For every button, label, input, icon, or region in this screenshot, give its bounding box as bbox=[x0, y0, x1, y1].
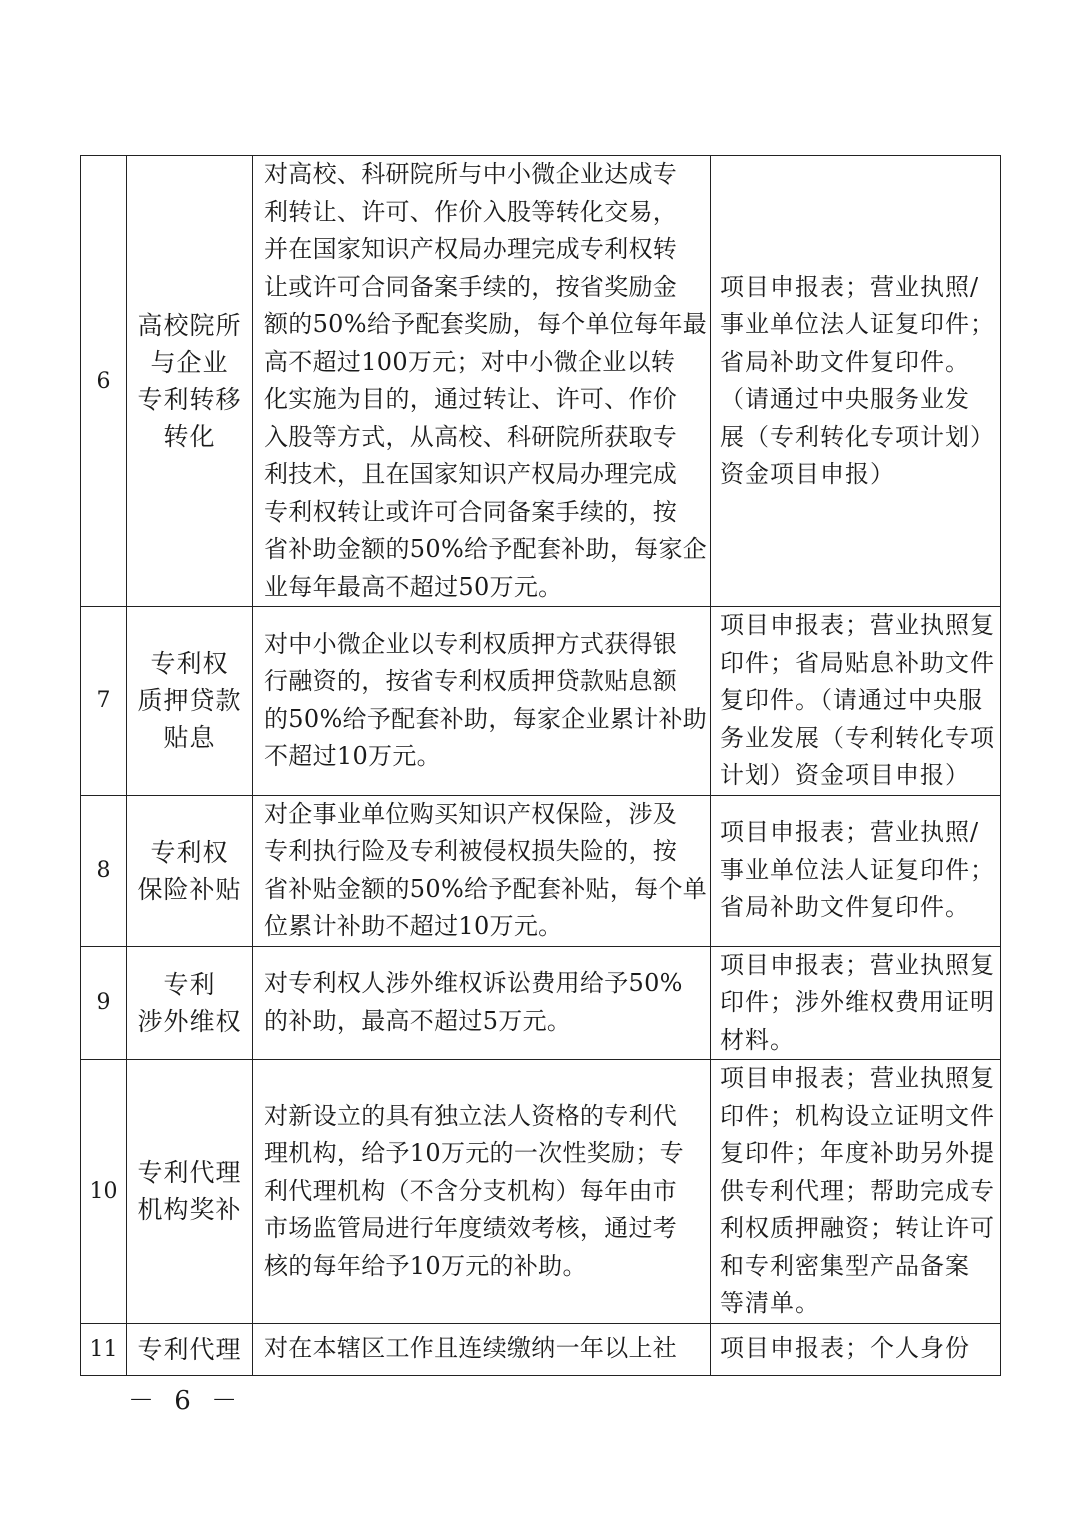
item-name bbox=[127, 607, 253, 796]
policy-description-line: 专利权转让或许可合同备案手续的，按 bbox=[264, 497, 678, 526]
row-number: 11 bbox=[81, 1323, 127, 1375]
required-documents-line: 印件；省局贴息补助文件 bbox=[720, 648, 995, 677]
required-documents-line: 项目申报表；个人身份 bbox=[720, 1334, 970, 1363]
required-documents bbox=[711, 946, 1001, 1060]
item-name bbox=[127, 946, 253, 1060]
item-name-line: 与企业 bbox=[150, 348, 229, 377]
policy-table-body bbox=[81, 156, 1001, 1376]
item-name-line: 专利 bbox=[163, 969, 216, 999]
policy-description bbox=[253, 1323, 711, 1375]
policy-description-line: 高不超过100万元；对中小微企业以转 bbox=[264, 347, 676, 376]
policy-description-line: 行融资的，按省专利权质押贷款贴息额 bbox=[264, 667, 678, 696]
required-documents-line: 资金项目申报） bbox=[720, 460, 895, 488]
policy-description-line: 位累计补助不超过10万元。 bbox=[264, 912, 563, 940]
table-row bbox=[81, 156, 1001, 607]
required-documents bbox=[711, 1060, 1001, 1324]
required-documents-line: 计划）资金项目申报） bbox=[720, 761, 970, 789]
required-documents-line: 展（专利转化专项计划） bbox=[720, 422, 995, 451]
required-documents bbox=[711, 795, 1001, 946]
required-documents-line: 项目申报表；营业执照复 bbox=[720, 611, 995, 639]
item-name-line: 质押贷款 bbox=[137, 686, 242, 716]
policy-description-line: 业每年最高不超过50万元。 bbox=[264, 572, 563, 601]
item-name bbox=[127, 156, 253, 607]
policy-description-line: 入股等方式，从高校、科研院所获取专 bbox=[264, 422, 678, 451]
policy-description-line: 的50%给予配套补助，每家企业累计补助 bbox=[264, 704, 708, 733]
item-name-line: 涉外维权 bbox=[137, 1006, 242, 1036]
required-documents-line: 等清单。 bbox=[720, 1289, 820, 1317]
policy-description-line: 省补贴金额的50%给予配套补贴，每个单 bbox=[264, 874, 708, 903]
item-name-line: 机构奖补 bbox=[137, 1195, 242, 1225]
row-number: 6 bbox=[81, 156, 127, 607]
policy-description-line: 的补助，最高不超过5万元。 bbox=[264, 1006, 572, 1035]
table-row bbox=[81, 946, 1001, 1060]
page-number: － 6 － bbox=[128, 1386, 244, 1416]
item-name-line: 专利权 bbox=[150, 649, 229, 679]
table-row bbox=[81, 1323, 1001, 1375]
required-documents bbox=[711, 607, 1001, 796]
required-documents-line: 事业单位法人证复印件； bbox=[720, 855, 995, 884]
required-documents-line: 项目申报表；营业执照复 bbox=[720, 1064, 995, 1092]
item-name-line: 贴息 bbox=[163, 723, 216, 753]
required-documents-line: 复印件。（请通过中央服 bbox=[720, 686, 983, 714]
required-documents-line: 供专利代理；帮助完成专 bbox=[720, 1176, 995, 1205]
policy-description-line: 核的每年给予10万元的补助。 bbox=[264, 1251, 587, 1280]
policy-description-line: 让或许可合同备案手续的，按省奖励金 bbox=[264, 272, 678, 301]
table-row bbox=[81, 1060, 1001, 1324]
required-documents-line: 省局补助文件复印件。 bbox=[720, 347, 970, 376]
required-documents-line: 印件；机构设立证明文件 bbox=[720, 1101, 995, 1130]
policy-description-line: 省补助金额的50%给予配套补助，每家企 bbox=[264, 535, 708, 563]
policy-description bbox=[253, 946, 711, 1060]
item-name bbox=[127, 1060, 253, 1324]
policy-description bbox=[253, 607, 711, 796]
required-documents bbox=[711, 156, 1001, 607]
row-number: 10 bbox=[81, 1060, 127, 1324]
required-documents-line: 印件；涉外维权费用证明 bbox=[720, 988, 995, 1016]
required-documents-line: 利权质押融资；转让许可 bbox=[720, 1214, 995, 1242]
policy-description bbox=[253, 795, 711, 946]
policy-description-line: 化实施为目的，通过转让、许可、作价 bbox=[264, 385, 678, 413]
policy-description-line: 对企事业单位购买知识产权保险，涉及 bbox=[264, 799, 678, 828]
required-documents-line: 项目申报表；营业执照/ bbox=[720, 272, 980, 301]
policy-description bbox=[253, 156, 711, 607]
policy-description bbox=[253, 1060, 711, 1324]
policy-description-line: 对在本辖区工作且连续缴纳一年以上社 bbox=[264, 1334, 678, 1363]
row-number: 9 bbox=[81, 946, 127, 1060]
policy-description-line: 对高校、科研院所与中小微企业达成专 bbox=[264, 160, 678, 188]
row-number: 8 bbox=[81, 795, 127, 946]
required-documents bbox=[711, 1323, 1001, 1375]
table-row bbox=[81, 607, 1001, 796]
policy-description-line: 并在国家知识产权局办理完成专利权转 bbox=[264, 235, 678, 263]
policy-description-line: 对新设立的具有独立法人资格的专利代 bbox=[264, 1101, 678, 1130]
policy-description-line: 市场监管局进行年度绩效考核，通过考 bbox=[264, 1214, 678, 1242]
item-name-line: 高校院所 bbox=[137, 311, 242, 340]
item-name bbox=[127, 1323, 253, 1375]
item-name-line: 专利代理 bbox=[137, 1334, 242, 1364]
required-documents-line: 项目申报表；营业执照复 bbox=[720, 950, 995, 979]
required-documents-line: 务业发展（专利转化专项 bbox=[720, 723, 995, 752]
row-number: 7 bbox=[81, 607, 127, 796]
policy-description-line: 利代理机构（不含分支机构）每年由市 bbox=[264, 1176, 678, 1205]
required-documents-line: （请通过中央服务业发 bbox=[720, 385, 970, 413]
item-name-line: 专利权 bbox=[150, 837, 229, 867]
required-documents-line: 和专利密集型产品备案 bbox=[720, 1251, 970, 1280]
policy-description-line: 利技术，且在国家知识产权局办理完成 bbox=[264, 460, 678, 488]
policy-description-line: 专利执行险及专利被侵权损失险的，按 bbox=[264, 837, 678, 865]
item-name-line: 保险补贴 bbox=[137, 874, 242, 904]
item-name-line: 专利代理 bbox=[137, 1158, 242, 1188]
required-documents-line: 省局补助文件复印件。 bbox=[720, 893, 970, 922]
policy-description-line: 对专利权人涉外维权诉讼费用给予50% bbox=[264, 969, 683, 998]
policy-description-line: 利转让、许可、作价入股等转化交易， bbox=[264, 197, 678, 226]
required-documents-line: 事业单位法人证复印件； bbox=[720, 310, 995, 338]
item-name-line: 转化 bbox=[163, 422, 216, 451]
table-row bbox=[81, 795, 1001, 946]
policy-description-line: 理机构，给予10万元的一次性奖励；专 bbox=[264, 1139, 684, 1167]
required-documents-line: 复印件；年度补助另外提 bbox=[720, 1139, 995, 1167]
required-documents-line: 材料。 bbox=[720, 1025, 795, 1054]
item-name-line: 专利转移 bbox=[137, 385, 242, 414]
policy-description-line: 额的50%给予配套奖励，每个单位每年最 bbox=[264, 310, 708, 338]
policy-description-line: 不超过10万元。 bbox=[264, 742, 441, 771]
required-documents-line: 项目申报表；营业执照/ bbox=[720, 818, 980, 847]
item-name bbox=[127, 795, 253, 946]
policy-description-line: 对中小微企业以专利权质押方式获得银 bbox=[264, 629, 678, 658]
policy-table bbox=[80, 155, 1001, 1376]
